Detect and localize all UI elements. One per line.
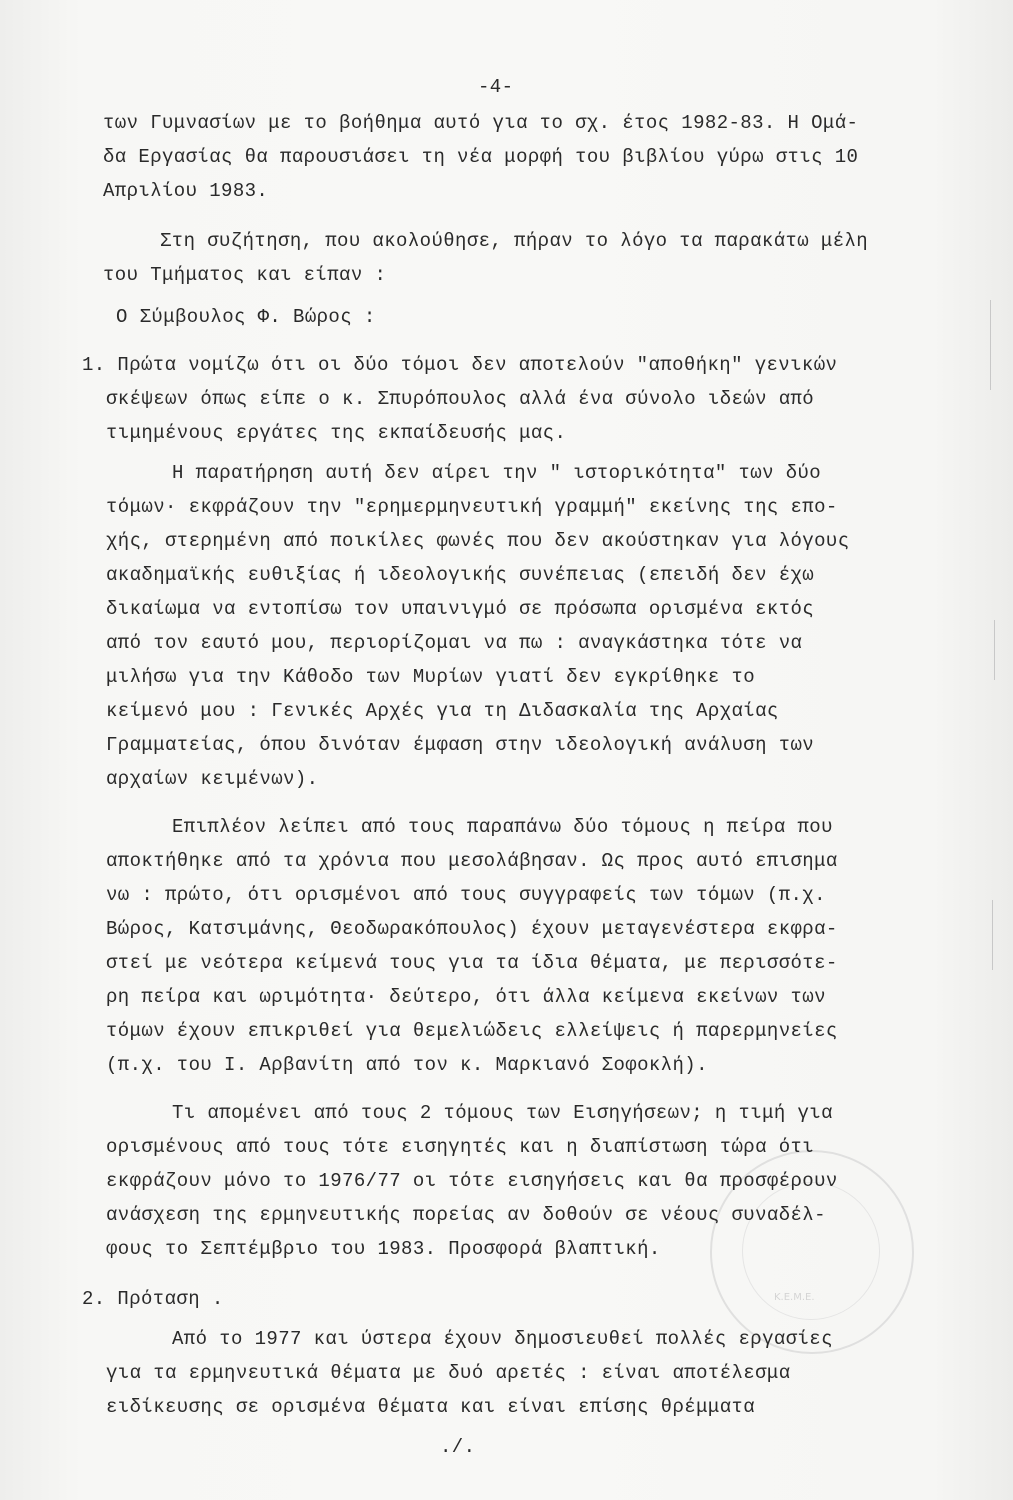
text-line: σκέψεων όπως είπε ο κ. Σπυρόπουλος αλλά ένα σύνολο ιδεών από [106, 388, 815, 410]
text-line: Τι απομένει από τους 2 τόμους των Εισηγήσεων; η τιμή για [172, 1102, 833, 1124]
text-line: ορισμένους από τους τότε εισηγητές και η διαπίστωση τώρα ότι [106, 1136, 815, 1158]
text-line: για τα ερμηνευτικά θέματα με δυό αρετές : είναι αποτέλεσμα [106, 1362, 791, 1384]
text-line: τόμων· εκφράζουν την "ερημερμηνευτική γραμμή" εκείνης της επο- [106, 496, 838, 518]
text-line: Στη συζήτηση, που ακολούθησε, πήραν το λόγο τα παρακάτω μέλη [160, 230, 869, 252]
text-line: ακαδημαϊκής ευθιξίας ή ιδεολογικής συνέπειας (επειδή δεν έχω [106, 564, 815, 586]
text-line: νω : πρώτο, ότι ορισμένοι από τους συγγραφείς των τόμων (π.χ. [106, 884, 826, 906]
text-line: Από το 1977 και ύστερα έχουν δημοσιευθεί πολλές εργασίες [172, 1328, 833, 1350]
text-line: αποκτήθηκε από τα χρόνια που μεσολάβησαν. Ως προς αυτό επισημα [106, 850, 838, 872]
faded-seal-stamp: K.E.M.E. [710, 1150, 914, 1354]
text-line: εκφράζουν μόνο το 1976/77 οι τότε εισηγήσεις και θα προσφέρουν [106, 1170, 838, 1192]
text-line: (π.χ. του Ι. Αρβανίτη από τον κ. Μαρκιανό Σοφοκλή). [106, 1054, 708, 1076]
continuation-mark: ./. [440, 1436, 476, 1458]
section-heading: 2. Πρόταση . [82, 1288, 224, 1310]
text-line: ρη πείρα και ωριμότητα· δεύτερο, ότι άλλα κείμενα εκείνων των [106, 986, 826, 1008]
page-number: -4- [478, 76, 514, 98]
text-line: του Τμήματος και είπαν : [103, 264, 387, 286]
text-line: Βώρος, Κατσιμάνης, Θεοδωρακόπουλος) έχουν μεταγενέστερα εκφρα- [106, 918, 838, 940]
text-line: τόμων έχουν επικριθεί για θεμελιώδεις ελλείψεις ή παρερμηνείες [106, 1020, 838, 1042]
text-line: δικαίωμα να εντοπίσω τον υπαινιγμό σε πρόσωπα ορισμένα εκτός [106, 598, 815, 620]
text-line: από τον εαυτό μου, περιορίζομαι να πω : αναγκάστηκα τότε να [106, 632, 803, 654]
text-line: φους το Σεπτέμβριο του 1983. Προσφορά βλαπτική. [106, 1238, 661, 1260]
text-line: χής, στερημένη από ποικίλες φωνές που δεν ακούστηκαν για λόγους [106, 530, 850, 552]
text-line: Η παρατήρηση αυτή δεν αίρει την " ιστορικότητα" των δύο [172, 462, 822, 484]
text-line: τιμημένους εργάτες της εκπαίδευσής μας. [106, 422, 567, 444]
scan-edge-mark [994, 620, 995, 680]
text-line: ανάσχεση της ερμηνευτικής πορείας αν δοθούν σε νέους συναδέλ- [106, 1204, 826, 1226]
scan-edge-mark [992, 900, 993, 970]
text-line: Απριλίου 1983. [103, 180, 269, 202]
text-line: 1. Πρώτα νομίζω ότι οι δύο τόμοι δεν αποτελούν "αποθήκη" γενικών [82, 354, 838, 376]
text-line: Γραμματείας, όπου δινόταν έμφαση στην ιδεολογική ανάλυση των [106, 734, 815, 756]
text-line: κείμενό μου : Γενικές Αρχές για τη Διδασκαλία της Αρχαίας [106, 700, 779, 722]
text-line: στεί με νεότερα κείμενά τους για τα ίδια θέματα, με περισσότε- [106, 952, 838, 974]
text-line: μιλήσω για την Κάθοδο των Μυρίων γιατί δεν εγκρίθηκε το [106, 666, 756, 688]
text-line: αρχαίων κειμένων). [106, 768, 319, 790]
text-line: δα Εργασίας θα παρουσιάσει τη νέα μορφή του βιβλίου γύρω στις 10 [103, 146, 859, 168]
text-line: Επιπλέον λείπει από τους παραπάνω δύο τόμους η πείρα που [172, 816, 833, 838]
text-line: ειδίκευσης σε ορισμένα θέματα και είναι επίσης θρέμματα [106, 1396, 756, 1418]
speaker-heading: Ο Σύμβουλος Φ. Βώρος : [116, 306, 376, 328]
text-line: των Γυμνασίων με το βοήθημα αυτό για το σχ. έτος 1982-83. Η Ομά- [103, 112, 859, 134]
scan-edge-mark [990, 300, 991, 390]
